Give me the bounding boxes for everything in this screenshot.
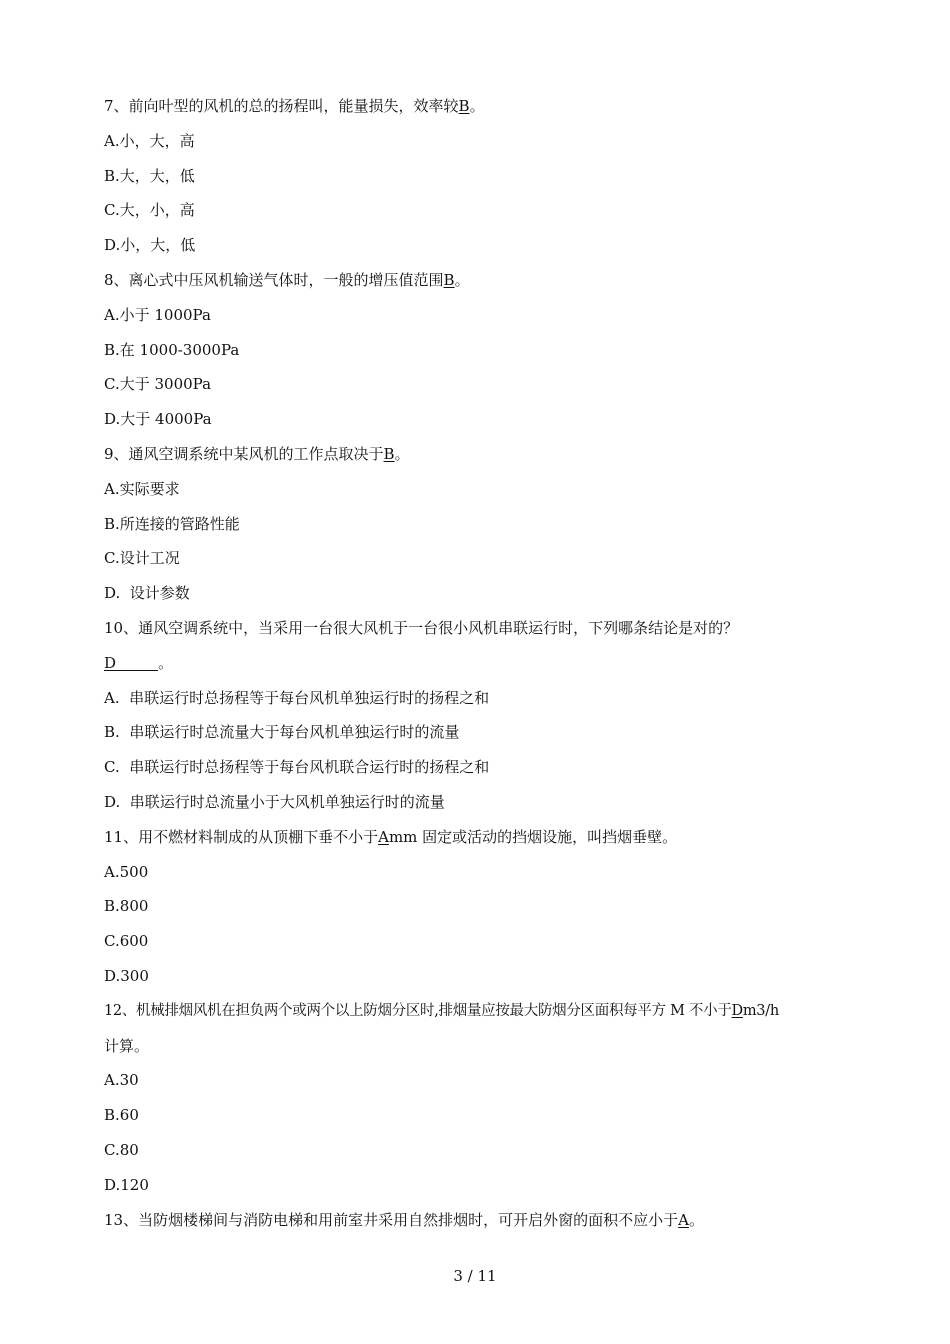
option-q9-c: C.设计工况 (104, 549, 180, 568)
option-q11-a: A.500 (104, 862, 149, 881)
answer-q11: A (378, 827, 389, 846)
question-list (104, 96, 874, 1244)
option-q10-a: A. 串联运行时总扬程等于每台风机单独运行时的扬程之和 (104, 688, 490, 707)
option-q11-b: B.800 (104, 897, 149, 916)
option-q10-d: D. 串联运行时总流量小于大风机单独运行时的流量 (104, 792, 445, 811)
page-number: 3 / 11 (453, 1267, 497, 1285)
option-q12-a: A.30 (104, 1071, 139, 1090)
option-q9-d: D. 设计参数 (104, 584, 190, 603)
answer-q12: D (731, 1002, 743, 1019)
question-12-stem-cont: 计算。 (104, 1036, 150, 1055)
option-q8-a: A.小于 1000Pa (104, 305, 211, 324)
option-q8-c: C.大于 3000Pa (104, 375, 212, 394)
question-13-stem: 13、当防烟楼梯间与消防电梯和用前室井采用自然排烟时，可开启外窗的面积不应小于A。 (104, 1210, 704, 1229)
answer-q13: A (678, 1210, 689, 1229)
option-q7-b: B.大，大，低 (104, 166, 195, 185)
question-11-stem: 11、用不燃材料制成的从顶棚下垂不小于Amm 固定或活动的挡烟设施，叫挡烟垂壁。 (104, 827, 678, 846)
option-q10-c: C. 串联运行时总扬程等于每台风机联合运行时的扬程之和 (104, 758, 490, 777)
option-q8-d: D.大于 4000Pa (104, 410, 212, 429)
answer-q10: D (104, 653, 117, 672)
option-q10-b: B. 串联运行时总流量大于每台风机单独运行时的流量 (104, 723, 460, 742)
option-q12-d: D.120 (104, 1175, 149, 1194)
option-q8-b: B.在 1000-3000Pa (104, 340, 240, 359)
option-q11-c: C.600 (104, 932, 149, 951)
option-q11-d: D.300 (104, 966, 149, 985)
option-q7-d: D.小，大，低 (104, 236, 196, 255)
question-9-stem: 9、通风空调系统中某风机的工作点取决于B。 (104, 444, 410, 463)
option-q7-c: C.大，小，高 (104, 201, 195, 220)
answer-q8: B (443, 270, 455, 289)
question-10-answer-line: D 。 (104, 653, 174, 672)
answer-blank (116, 655, 158, 671)
option-q12-c: C.80 (104, 1140, 139, 1159)
answer-q7: B (458, 97, 470, 115)
option-q9-a: A.实际要求 (104, 479, 180, 498)
option-q9-b: B.所连接的管路性能 (104, 514, 240, 533)
question-12-stem: 12、机械排烟风机在担负两个或两个以上防烟分区时,排烟量应按最大防烟分区面积每平方 M 不小于Dm3/h (104, 1002, 779, 1019)
question-10-stem: 10、通风空调系统中，当采用一台很大风机于一台很小风机串联运行时，下列哪条结论是对的？ (104, 618, 739, 637)
question-8-stem: 8、离心式中压风机输送气体时，一般的增压值范围B。 (104, 270, 470, 289)
question-7-stem: 7、前向叶型的风机的总的扬程叫，能量损失，效率较B。 (104, 97, 485, 115)
option-q7-a: A.小，大，高 (104, 131, 195, 150)
answer-q9: B (383, 444, 395, 463)
option-q12-b: B.60 (104, 1106, 139, 1125)
